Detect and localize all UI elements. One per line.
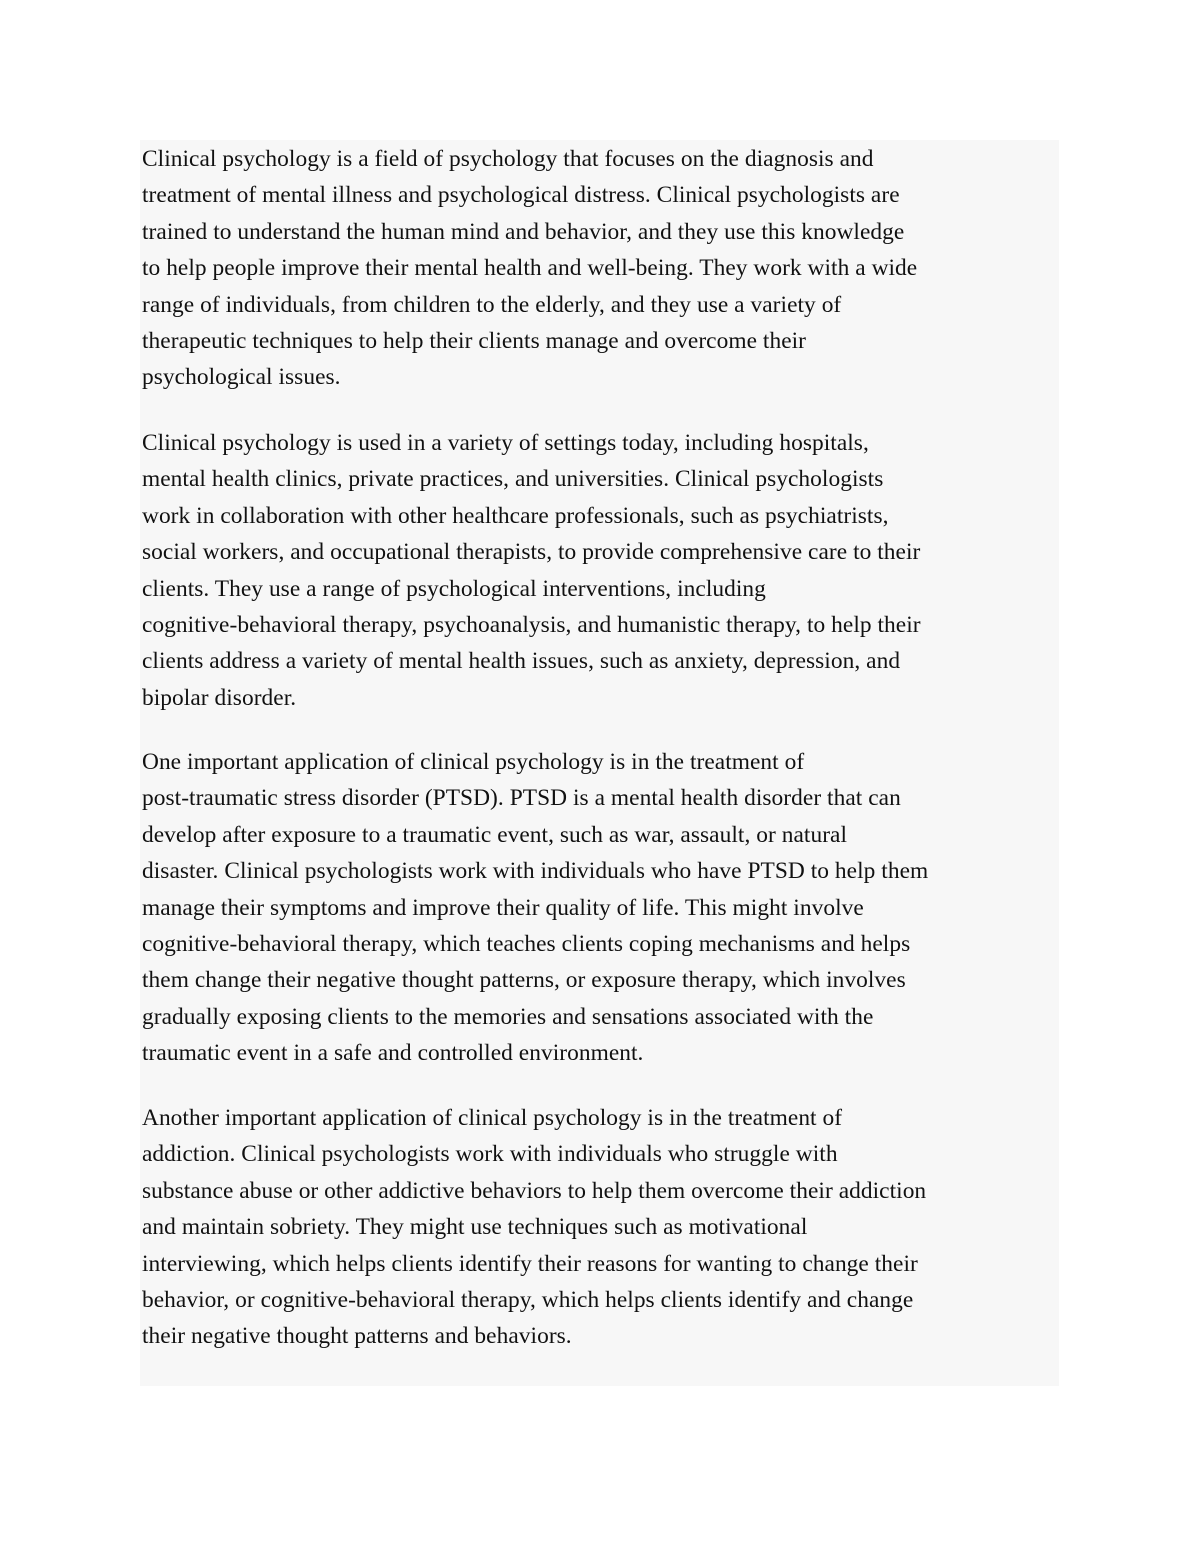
paragraph-4: Another important application of clinical psychology is in the treatment of addiction. Clinical psychologists work with individuals who struggle with substance abuse or other addictive behaviors to help them overcome their addiction and maintain sobriety. They might use techniques such as motivational interviewing, which helps clients identify their reasons for wanting to change their behavior, or cognitive-behavioral therapy, which helps clients identify and change their negative thought patterns and behaviors. xyxy=(142,1105,927,1350)
paragraph-3: One important application of clinical psychology is in the treatment of post-traumatic stress disorder (PTSD). PTSD is a mental health disorder that can develop after exposure to a traumatic event, such as war, assault, or natural disaster. Clinical psychologists work with individuals who have PTSD to help them manage their symptoms and improve their quality of life. This might involve cognitive-behavioral therapy, which teaches clients coping mechanisms and helps them change their negative thought patterns, or exposure therapy, which involves gradually exposing clients to the memories and sensations associated with the traumatic event in a safe and controlled environment. xyxy=(142,749,929,1067)
paragraph-2: Clinical psychology is used in a variety of settings today, including hospitals, mental health clinics, private practices, and universities. Clinical psychologists work in collaboration with other healthcare professionals, such as psychiatrists, social workers, and occupational therapists, to provide comprehensive care to their clients. They use a range of psychological interventions, including cognitive-behavioral therapy, psychoanalysis, and humanistic therapy, to help their clients address a variety of mental health issues, such as anxiety, depression, and bipolar disorder. xyxy=(142,430,921,711)
text-block xyxy=(140,140,1059,1386)
paragraph-1: Clinical psychology is a field of psychology that focuses on the diagnosis and treatment of mental illness and psychological distress. Clinical psychologists are trained to understand the human mind and behavior, and they use this knowledge to help people improve their mental health and well-being. They work with a wide range of individuals, from children to the elderly, and they use a variety of therapeutic techniques to help their clients manage and overcome their psychological issues. xyxy=(142,146,918,391)
